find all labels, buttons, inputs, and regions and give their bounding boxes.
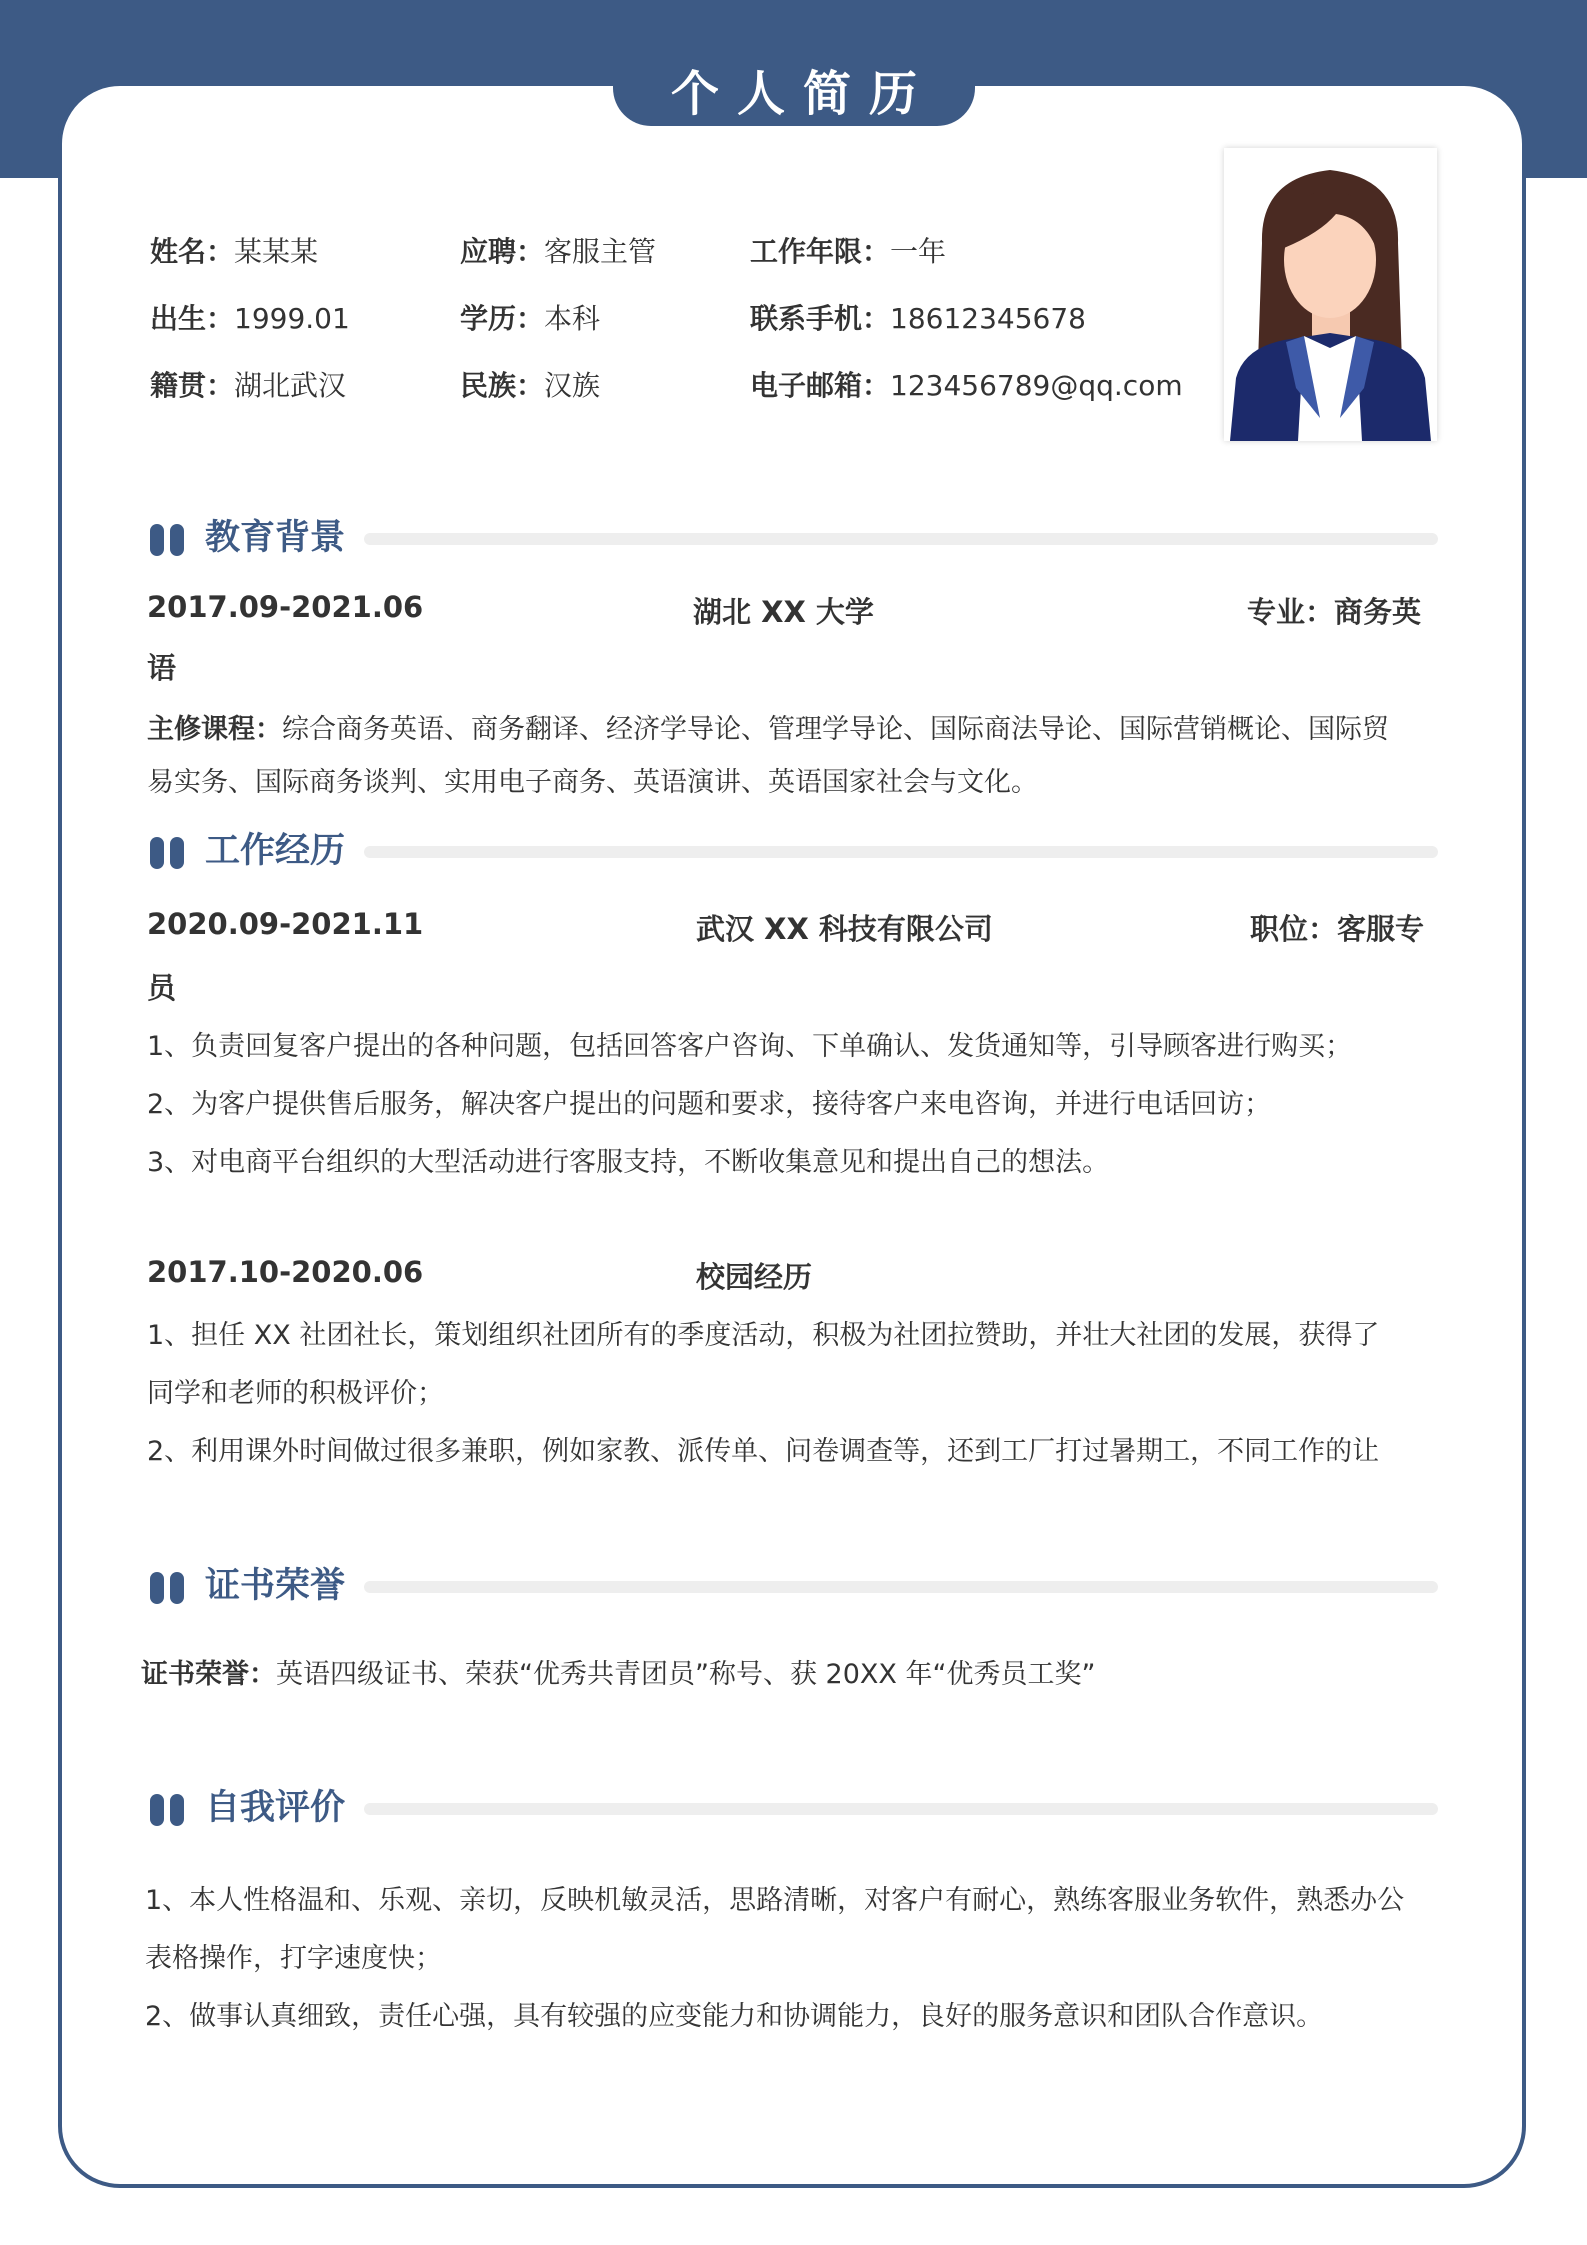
info-email xyxy=(750,364,1183,404)
email-value: 123456789@qq.com xyxy=(890,369,1183,402)
page-title: 个人简历 xyxy=(670,65,935,122)
years-label: 工作年限： xyxy=(750,235,891,268)
job1-item: 2、为客户提供售后服务，解决客户提出的问题和要求，接待客户来电咨询，并进行电话回访； xyxy=(147,1089,1272,1120)
section-self-heading xyxy=(148,1783,1438,1833)
section-education-heading xyxy=(148,513,1438,563)
edu-date: 2017.09-2021.06 xyxy=(147,590,424,624)
job2-item: 同学和老师的积极评价； xyxy=(147,1378,444,1409)
info-edu xyxy=(460,297,600,337)
job2-item: 1、担任 XX 社团社长，策划组织社团所有的季度活动，积极为社团拉赞助，并壮大社团的发展，获得了 xyxy=(147,1320,1380,1351)
edu-label: 学历： xyxy=(460,302,545,335)
job1-item: 1、负责回复客户提出的各种问题，包括回答客户咨询、下单确认、发货通知等，引导顾客进行购买； xyxy=(147,1031,1353,1062)
edu-courses-clip xyxy=(147,756,1447,798)
info-birth xyxy=(150,297,350,337)
birth-value: 1999.01 xyxy=(234,302,350,335)
job1-position: 职位：客服专 xyxy=(1250,912,1425,946)
years-value: 一年 xyxy=(890,235,947,268)
apply-value: 客服主管 xyxy=(544,235,657,268)
nation-value: 汉族 xyxy=(544,369,601,402)
section-title: 工作经历 xyxy=(205,831,346,871)
edu-major-wrap: 语 xyxy=(147,651,177,685)
info-phone xyxy=(750,297,1086,337)
section-title: 教育背景 xyxy=(205,518,346,558)
certs-label: 证书荣誉： xyxy=(141,1659,276,1690)
job1-position-wrap: 员 xyxy=(147,971,177,1005)
info-apply xyxy=(460,230,656,270)
job1-company: 武汉 XX 科技有限公司 xyxy=(696,912,993,946)
edu-courses-line2: 易实务、国际商务谈判、实用电子商务、英语演讲、英语国家社会与文化。 xyxy=(147,767,1038,798)
origin-label: 籍贯： xyxy=(150,369,235,402)
certs-line xyxy=(141,1652,1095,1691)
edu-value: 本科 xyxy=(544,302,601,335)
email-label: 电子邮箱： xyxy=(750,369,891,402)
info-origin xyxy=(150,364,346,404)
self-item: 2、做事认真细致，责任心强，具有较强的应变能力和协调能力，良好的服务意识和团队合作意识。 xyxy=(145,2001,1324,2032)
job2-date: 2017.10-2020.06 xyxy=(147,1255,424,1289)
courses-text: 综合商务英语、商务翻译、经济学导论、管理学导论、国际商法导论、国际营销概论、国际贸 xyxy=(282,714,1389,745)
info-years xyxy=(750,230,946,270)
job2-item: 2、利用课外时间做过很多兼职，例如家教、派传单、问卷调查等，还到工厂打过暑期工，不同工作的让 xyxy=(147,1436,1380,1467)
divider xyxy=(364,1803,1438,1815)
section-work-heading xyxy=(148,826,1438,876)
job1-item: 3、对电商平台组织的大型活动进行客服支持，不断收集意见和提出自己的想法。 xyxy=(147,1147,1110,1178)
edu-school: 湖北 XX 大学 xyxy=(693,595,874,629)
avatar xyxy=(1224,148,1437,441)
edu-major: 专业：商务英 xyxy=(1247,595,1422,629)
divider xyxy=(364,533,1438,545)
title-tab xyxy=(613,52,975,126)
section-certs-heading xyxy=(148,1561,1438,1611)
phone-value: 18612345678 xyxy=(890,302,1086,335)
section-title: 证书荣誉 xyxy=(205,1566,346,1606)
name-value: 某某某 xyxy=(234,235,319,268)
self-item: 1、本人性格温和、乐观、亲切，反映机敏灵活，思路清晰，对客户有耐心，熟练客服业务软件，熟悉办公 xyxy=(145,1885,1405,1916)
name-label: 姓名： xyxy=(150,235,235,268)
nation-label: 民族： xyxy=(460,369,545,402)
apply-label: 应聘： xyxy=(460,235,545,268)
divider xyxy=(364,846,1438,858)
phone-label: 联系手机： xyxy=(750,302,891,335)
info-name xyxy=(150,230,318,270)
origin-value: 湖北武汉 xyxy=(234,369,347,402)
section-title: 自我评价 xyxy=(205,1788,346,1828)
edu-courses-line1 xyxy=(147,707,1389,746)
birth-label: 出生： xyxy=(150,302,235,335)
divider xyxy=(364,1581,1438,1593)
certs-text: 英语四级证书、荣获“优秀共青团员”称号、获 20XX 年“优秀员工奖” xyxy=(276,1659,1096,1690)
courses-label: 主修课程： xyxy=(147,714,282,745)
job1-date: 2020.09-2021.11 xyxy=(147,907,424,941)
self-item: 表格操作，打字速度快； xyxy=(145,1943,442,1974)
job2-title: 校园经历 xyxy=(696,1260,813,1294)
avatar-illustration-icon xyxy=(1224,148,1437,441)
info-nation xyxy=(460,364,600,404)
